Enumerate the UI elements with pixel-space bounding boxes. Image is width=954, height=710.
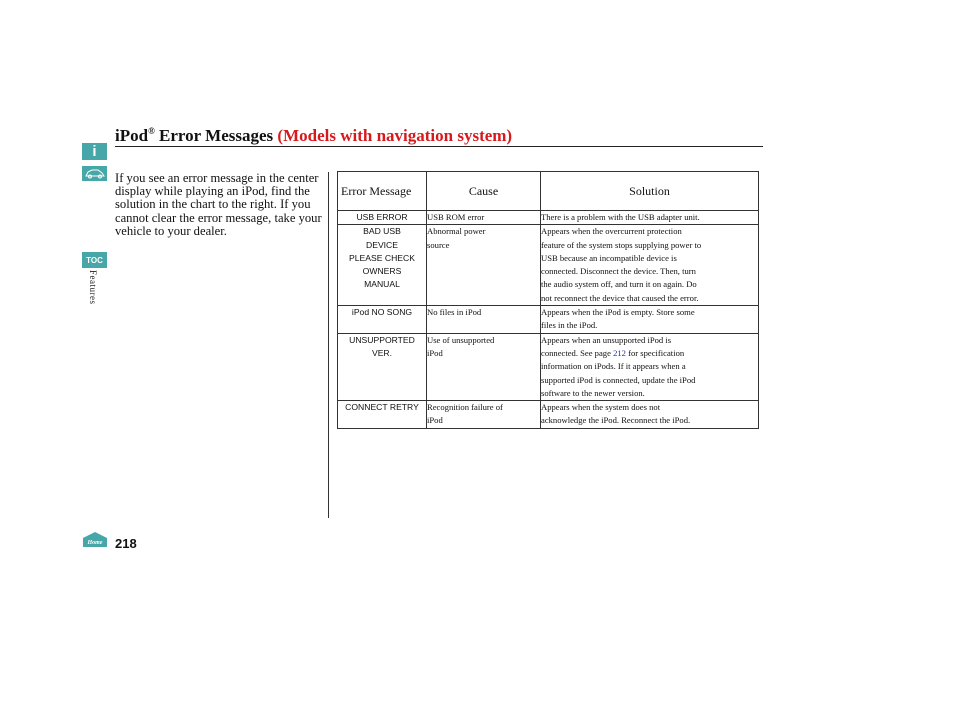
table-row	[338, 333, 759, 400]
info-icon[interactable]: i	[82, 143, 107, 160]
error-message-cell: USB ERROR	[338, 211, 427, 225]
cause-cell: Use of unsupported iPod	[427, 333, 541, 400]
intro-paragraph: If you see an error message in the center display while playing an iPod, find the solution in the chart to the right. If you cannot clear the error message, take your vehicle to your dealer.	[115, 171, 322, 238]
error-message-cell: BAD USB DEVICE PLEASE CHECK OWNERS MANUAL	[338, 225, 427, 306]
page-title: iPod® Error Messages (Models with navigation system)	[115, 126, 513, 145]
toc-button[interactable]: TOC	[82, 252, 107, 268]
page-212-link[interactable]: 212	[613, 347, 626, 358]
page-number: 218	[115, 536, 137, 551]
solution-cell: Appears when the system does not acknowledge the iPod. Reconnect the iPod.	[541, 401, 759, 429]
table-row	[338, 306, 759, 334]
table-header-row	[338, 172, 759, 211]
solution-cell: Appears when an unsupported iPod is connected. See page 212 for specification information on iPods. If it appears when a supported iPod is connected, update the iPod software to the newer version.	[541, 333, 759, 400]
error-message-cell: CONNECT RETRY	[338, 401, 427, 429]
header-error-message: Error Message	[338, 172, 427, 211]
solution-cell: Appears when the iPod is empty. Store some files in the iPod.	[541, 306, 759, 334]
header-solution: Solution	[541, 172, 759, 211]
table-row	[338, 401, 759, 429]
title-models-note: (Models with navigation system)	[277, 126, 513, 145]
car-icon[interactable]	[82, 166, 107, 181]
column-divider	[328, 172, 329, 518]
title-divider	[115, 146, 763, 147]
error-message-cell: UNSUPPORTED VER.	[338, 333, 427, 400]
solution-cell: Appears when the overcurrent protection feature of the system stops supplying power to USB because an incompatible device is connected. Disconnect the device. Then, turn the audio system off, and turn it on again. Do not reconnect the device that caused the error.	[541, 225, 759, 306]
table-row	[338, 225, 759, 306]
section-label: Features	[88, 270, 98, 305]
home-label: Home	[87, 540, 103, 546]
error-message-cell: iPod NO SONG	[338, 306, 427, 334]
error-table	[337, 171, 759, 429]
car-icon-glyph	[84, 168, 106, 179]
cause-cell: No files in iPod	[427, 306, 541, 334]
cause-cell: USB ROM error	[427, 211, 541, 225]
solution-cell: There is a problem with the USB adapter unit.	[541, 211, 759, 225]
header-cause: Cause	[427, 172, 541, 211]
table-row	[338, 211, 759, 225]
cause-cell: Recognition failure of iPod	[427, 401, 541, 429]
home-icon[interactable]	[82, 531, 108, 548]
cause-cell: Abnormal power source	[427, 225, 541, 306]
